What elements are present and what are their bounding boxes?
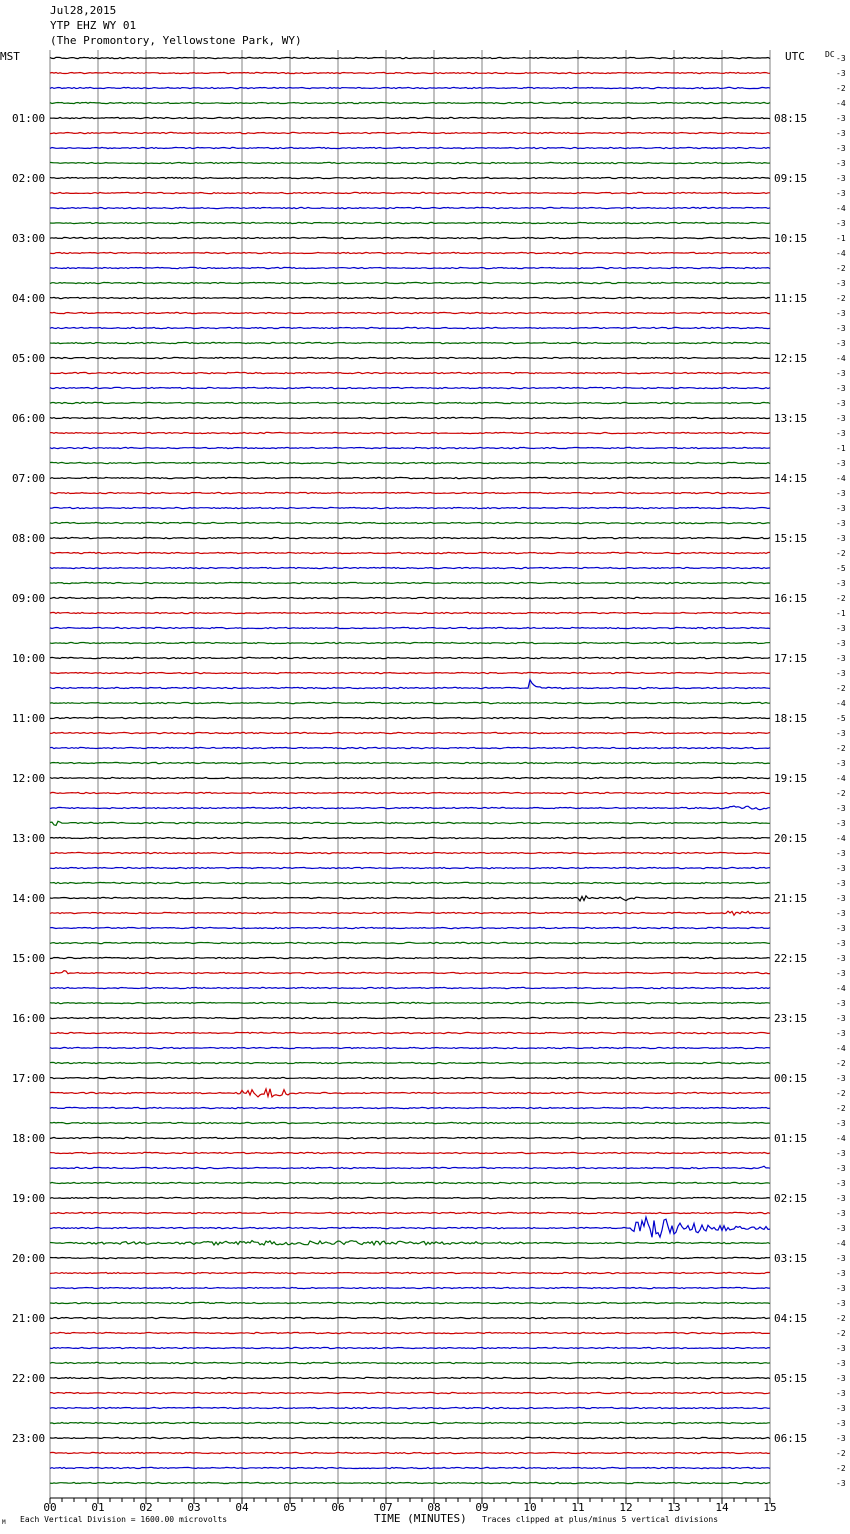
trace-row-44 — [50, 717, 770, 718]
x-tick-label-02: 02 — [139, 1501, 153, 1514]
hour-label-right-19: 02:15 — [774, 1192, 808, 1205]
hour-label-right-2: 09:15 — [774, 172, 808, 185]
trace-row-59 — [50, 942, 770, 943]
hour-label-left-10: 10:00 — [12, 652, 46, 665]
hour-label-left-14: 14:00 — [12, 892, 46, 905]
trace-row-57 — [50, 911, 770, 915]
dc-offset-54: -3 — [836, 864, 846, 873]
trace-row-16 — [50, 297, 770, 298]
trace-row-15 — [50, 282, 770, 283]
x-tick-label-00: 00 — [43, 1501, 57, 1514]
dc-offset-17: -3 — [836, 309, 846, 318]
chart-date: Jul28,2015 — [50, 4, 117, 17]
dc-offset-0: -3 — [836, 54, 846, 63]
dc-offset-23: -3 — [836, 399, 846, 408]
trace-row-18 — [50, 327, 770, 328]
trace-row-62 — [50, 987, 770, 988]
trace-row-36 — [50, 597, 770, 598]
trace-row-46 — [50, 747, 770, 748]
dc-offset-27: -3 — [836, 459, 846, 468]
dc-offset-90: -3 — [836, 1404, 846, 1413]
dc-offset-65: -3 — [836, 1029, 846, 1038]
trace-row-50 — [50, 806, 770, 810]
x-tick-label-14: 14 — [715, 1501, 729, 1514]
hour-label-left-15: 15:00 — [12, 952, 46, 965]
dc-offset-33: -2 — [836, 549, 846, 558]
hour-label-right-21: 04:15 — [774, 1312, 808, 1325]
dc-offset-8: -3 — [836, 174, 846, 183]
dc-offset-12: -1 — [836, 234, 846, 243]
trace-row-41 — [50, 672, 770, 673]
dc-offset-5: -3 — [836, 129, 846, 138]
dc-offset-93: -2 — [836, 1449, 846, 1458]
dc-offset-1: -3 — [836, 69, 846, 78]
hour-label-right-20: 03:15 — [774, 1252, 808, 1265]
hour-label-left-6: 06:00 — [12, 412, 46, 425]
dc-offset-40: -3 — [836, 654, 846, 663]
trace-row-86 — [50, 1347, 770, 1348]
trace-row-29 — [50, 492, 770, 493]
trace-row-20 — [50, 357, 770, 358]
trace-row-65 — [50, 1032, 770, 1033]
hour-label-right-7: 14:15 — [774, 472, 808, 485]
dc-offset-34: -5 — [836, 564, 846, 573]
dc-offset-79: -4 — [836, 1239, 846, 1248]
x-tick-label-09: 09 — [475, 1501, 489, 1514]
x-tick-label-06: 06 — [331, 1501, 345, 1514]
dc-offset-7: -3 — [836, 159, 846, 168]
trace-row-89 — [50, 1392, 770, 1393]
trace-row-13 — [50, 252, 770, 253]
trace-row-95 — [50, 1482, 770, 1483]
trace-row-54 — [50, 867, 770, 868]
trace-row-26 — [50, 447, 770, 448]
dc-offset-18: -3 — [836, 324, 846, 333]
trace-row-73 — [50, 1152, 770, 1153]
trace-row-33 — [50, 552, 770, 553]
trace-row-11 — [50, 222, 770, 223]
dc-offset-39: -3 — [836, 639, 846, 648]
hour-label-right-14: 21:15 — [774, 892, 808, 905]
trace-row-23 — [50, 402, 770, 403]
trace-row-74 — [50, 1166, 770, 1168]
dc-offset-16: -2 — [836, 294, 846, 303]
trace-row-28 — [50, 477, 770, 478]
hour-label-right-3: 10:15 — [774, 232, 808, 245]
trace-row-77 — [50, 1212, 770, 1213]
trace-row-75 — [50, 1182, 770, 1183]
hour-label-left-17: 17:00 — [12, 1072, 46, 1085]
dc-offset-26: -1 — [836, 444, 846, 453]
trace-row-31 — [50, 522, 770, 523]
hour-label-left-20: 20:00 — [12, 1252, 46, 1265]
x-tick-label-08: 08 — [427, 1501, 441, 1514]
dc-offset-66: -4 — [836, 1044, 846, 1053]
trace-row-76 — [50, 1197, 770, 1198]
dc-offset-61: -3 — [836, 969, 846, 978]
dc-offset-35: -3 — [836, 579, 846, 588]
dc-offset-53: -3 — [836, 849, 846, 858]
dc-offset-82: -3 — [836, 1284, 846, 1293]
dc-offset-72: -4 — [836, 1134, 846, 1143]
hour-label-right-13: 20:15 — [774, 832, 808, 845]
trace-row-81 — [50, 1272, 770, 1273]
trace-row-32 — [50, 537, 770, 538]
dc-offset-9: -3 — [836, 189, 846, 198]
trace-row-40 — [50, 657, 770, 658]
dc-offset-49: -2 — [836, 789, 846, 798]
trace-row-88 — [50, 1377, 770, 1378]
dc-offset-42: -2 — [836, 684, 846, 693]
trace-row-63 — [50, 1002, 770, 1003]
dc-offset-68: -3 — [836, 1074, 846, 1083]
trace-row-9 — [50, 192, 770, 193]
x-tick-label-01: 01 — [91, 1501, 105, 1514]
dc-offset-32: -3 — [836, 534, 846, 543]
hour-label-left-9: 09:00 — [12, 592, 46, 605]
dc-offset-37: -1 — [836, 609, 846, 618]
dc-offset-86: -3 — [836, 1344, 846, 1353]
dc-offset-85: -2 — [836, 1329, 846, 1338]
dc-offset-22: -3 — [836, 384, 846, 393]
dc-offset-24: -3 — [836, 414, 846, 423]
dc-offset-47: -3 — [836, 759, 846, 768]
trace-row-79 — [50, 1241, 770, 1245]
dc-offset-30: -3 — [836, 504, 846, 513]
hour-label-left-19: 19:00 — [12, 1192, 46, 1205]
dc-offset-31: -3 — [836, 519, 846, 528]
dc-offset-63: -3 — [836, 999, 846, 1008]
trace-row-30 — [50, 507, 770, 508]
trace-row-42 — [50, 680, 770, 689]
dc-offset-56: -3 — [836, 894, 846, 903]
corner-mark: M — [2, 1519, 6, 1526]
hour-label-right-10: 17:15 — [774, 652, 808, 665]
trace-row-72 — [50, 1137, 770, 1138]
hour-label-left-21: 21:00 — [12, 1312, 46, 1325]
trace-row-34 — [50, 567, 770, 568]
trace-row-21 — [50, 372, 770, 373]
dc-offset-55: -3 — [836, 879, 846, 888]
dc-offset-92: -3 — [836, 1434, 846, 1443]
dc-offset-84: -2 — [836, 1314, 846, 1323]
dc-offset-43: -4 — [836, 699, 846, 708]
trace-row-1 — [50, 72, 770, 73]
station-code: YTP EHZ WY 01 — [50, 19, 137, 32]
dc-offset-88: -3 — [836, 1374, 846, 1383]
hour-label-left-13: 13:00 — [12, 832, 46, 845]
trace-row-19 — [50, 342, 770, 343]
hour-label-left-18: 18:00 — [12, 1132, 46, 1145]
clip-note: Traces clipped at plus/minus 5 vertical divisions — [482, 1515, 719, 1524]
dc-offset-52: -4 — [836, 834, 846, 843]
hour-label-right-5: 12:15 — [774, 352, 808, 365]
dc-offset-44: -5 — [836, 714, 846, 723]
dc-offset-73: -3 — [836, 1149, 846, 1158]
trace-row-2 — [50, 87, 770, 88]
trace-row-6 — [50, 147, 770, 148]
dc-offset-4: -3 — [836, 114, 846, 123]
trace-row-92 — [50, 1437, 770, 1438]
trace-row-60 — [50, 957, 770, 958]
trace-row-39 — [50, 642, 770, 643]
dc-offset-21: -3 — [836, 369, 846, 378]
hour-label-right-6: 13:15 — [774, 412, 808, 425]
dc-offset-74: -3 — [836, 1164, 846, 1173]
trace-row-69 — [50, 1089, 770, 1097]
trace-row-55 — [50, 882, 770, 883]
trace-row-22 — [50, 387, 770, 388]
trace-row-94 — [50, 1467, 770, 1468]
hour-label-right-11: 18:15 — [774, 712, 808, 725]
hour-label-right-15: 22:15 — [774, 952, 808, 965]
trace-row-82 — [50, 1287, 770, 1288]
trace-row-8 — [50, 177, 770, 178]
trace-row-64 — [50, 1017, 770, 1018]
dc-offset-20: -4 — [836, 354, 846, 363]
trace-row-27 — [50, 462, 770, 463]
trace-row-84 — [50, 1317, 770, 1318]
x-tick-label-12: 12 — [619, 1501, 633, 1514]
hour-label-right-16: 23:15 — [774, 1012, 808, 1025]
hour-label-right-9: 16:15 — [774, 592, 808, 605]
dc-offset-83: -3 — [836, 1299, 846, 1308]
x-tick-label-05: 05 — [283, 1501, 297, 1514]
trace-row-48 — [50, 777, 770, 778]
dc-offset-15: -3 — [836, 279, 846, 288]
hour-label-right-22: 05:15 — [774, 1372, 808, 1385]
x-tick-label-04: 04 — [235, 1501, 249, 1514]
dc-offset-10: -4 — [836, 204, 846, 213]
hour-label-left-3: 03:00 — [12, 232, 46, 245]
hour-label-left-5: 05:00 — [12, 352, 46, 365]
dc-offset-60: -3 — [836, 954, 846, 963]
dc-offset-62: -4 — [836, 984, 846, 993]
dc-offset-76: -3 — [836, 1194, 846, 1203]
scale-note: Each Vertical Division = 1600.00 microvolts — [20, 1515, 228, 1524]
dc-offset-51: -3 — [836, 819, 846, 828]
hour-label-right-12: 19:15 — [774, 772, 808, 785]
dc-offset-3: -4 — [836, 99, 846, 108]
trace-row-47 — [50, 762, 770, 763]
trace-row-51 — [50, 821, 770, 825]
left-timezone: MST — [0, 50, 20, 63]
trace-row-17 — [50, 312, 770, 313]
hour-label-left-4: 04:00 — [12, 292, 46, 305]
hour-label-left-22: 22:00 — [12, 1372, 46, 1385]
dc-offset-91: -3 — [836, 1419, 846, 1428]
trace-row-90 — [50, 1407, 770, 1408]
x-tick-label-11: 11 — [571, 1501, 585, 1514]
dc-offset-87: -3 — [836, 1359, 846, 1368]
trace-row-91 — [50, 1422, 770, 1423]
x-tick-label-15: 15 — [763, 1501, 777, 1514]
trace-row-25 — [50, 432, 770, 433]
trace-row-58 — [50, 927, 770, 928]
dc-offset-14: -2 — [836, 264, 846, 273]
trace-row-87 — [50, 1362, 770, 1363]
trace-row-52 — [50, 837, 770, 838]
trace-row-5 — [50, 132, 770, 133]
dc-offset-80: -3 — [836, 1254, 846, 1263]
trace-row-0 — [50, 57, 770, 58]
hour-label-left-23: 23:00 — [12, 1432, 46, 1445]
trace-row-10 — [50, 207, 770, 208]
hour-label-left-12: 12:00 — [12, 772, 46, 785]
dc-offset-95: -3 — [836, 1479, 846, 1488]
trace-row-43 — [50, 702, 770, 703]
hour-label-left-16: 16:00 — [12, 1012, 46, 1025]
dc-offset-36: -2 — [836, 594, 846, 603]
x-tick-label-10: 10 — [523, 1501, 537, 1514]
dc-offset-13: -4 — [836, 249, 846, 258]
dc-offset-11: -3 — [836, 219, 846, 228]
hour-label-right-18: 01:15 — [774, 1132, 808, 1145]
dc-offset-45: -3 — [836, 729, 846, 738]
dc-offset-67: -2 — [836, 1059, 846, 1068]
dc-offset-59: -3 — [836, 939, 846, 948]
dc-offset-71: -3 — [836, 1119, 846, 1128]
trace-row-7 — [50, 162, 770, 163]
trace-row-37 — [50, 612, 770, 613]
trace-row-80 — [50, 1257, 770, 1258]
trace-row-24 — [50, 417, 770, 418]
dc-offset-77: -3 — [836, 1209, 846, 1218]
hour-label-right-23: 06:15 — [774, 1432, 808, 1445]
dc-offset-46: -2 — [836, 744, 846, 753]
dc-offset-89: -3 — [836, 1389, 846, 1398]
trace-row-85 — [50, 1332, 770, 1333]
dc-offset-19: -3 — [836, 339, 846, 348]
hour-label-left-2: 02:00 — [12, 172, 46, 185]
right-timezone: UTC — [785, 50, 805, 63]
dc-offset-75: -3 — [836, 1179, 846, 1188]
hour-label-left-1: 01:00 — [12, 112, 46, 125]
hour-label-right-4: 11:15 — [774, 292, 808, 305]
trace-row-71 — [50, 1122, 770, 1123]
trace-row-45 — [50, 732, 770, 733]
dc-offset-48: -4 — [836, 774, 846, 783]
station-location: (The Promontory, Yellowstone Park, WY) — [50, 34, 302, 47]
trace-row-3 — [50, 102, 770, 103]
dc-offset-50: -3 — [836, 804, 846, 813]
trace-row-49 — [50, 792, 770, 793]
x-axis-label: TIME (MINUTES) — [374, 1512, 467, 1525]
hour-label-right-1: 08:15 — [774, 112, 808, 125]
trace-row-38 — [50, 627, 770, 628]
trace-row-12 — [50, 237, 770, 238]
x-tick-label-03: 03 — [187, 1501, 201, 1514]
hour-label-right-17: 00:15 — [774, 1072, 808, 1085]
trace-row-78 — [50, 1217, 770, 1237]
trace-row-67 — [50, 1062, 770, 1063]
dc-offset-25: -3 — [836, 429, 846, 438]
dc-offset-94: -2 — [836, 1464, 846, 1473]
trace-row-14 — [50, 267, 770, 268]
dc-offset-29: -3 — [836, 489, 846, 498]
dc-header: DC — [825, 50, 835, 59]
dc-offset-2: -2 — [836, 84, 846, 93]
dc-offset-64: -3 — [836, 1014, 846, 1023]
trace-row-4 — [50, 117, 770, 118]
trace-row-70 — [50, 1107, 770, 1108]
hour-label-left-8: 08:00 — [12, 532, 46, 545]
trace-row-61 — [50, 971, 770, 974]
dc-offset-58: -3 — [836, 924, 846, 933]
trace-row-56 — [50, 896, 770, 901]
dc-offset-28: -4 — [836, 474, 846, 483]
hour-label-right-8: 15:15 — [774, 532, 808, 545]
trace-row-53 — [50, 852, 770, 853]
trace-row-35 — [50, 582, 770, 583]
x-tick-label-13: 13 — [667, 1501, 681, 1514]
trace-row-66 — [50, 1047, 770, 1048]
dc-offset-41: -3 — [836, 669, 846, 678]
dc-offset-57: -3 — [836, 909, 846, 918]
trace-row-68 — [50, 1077, 770, 1078]
dc-offset-78: -3 — [836, 1224, 846, 1233]
dc-offset-38: -3 — [836, 624, 846, 633]
dc-offset-6: -3 — [836, 144, 846, 153]
hour-label-left-11: 11:00 — [12, 712, 46, 725]
hour-label-left-7: 07:00 — [12, 472, 46, 485]
dc-offset-69: -2 — [836, 1089, 846, 1098]
dc-offset-70: -2 — [836, 1104, 846, 1113]
dc-offset-81: -3 — [836, 1269, 846, 1278]
trace-row-83 — [50, 1302, 770, 1303]
trace-row-93 — [50, 1452, 770, 1453]
x-tick-label-07: 07 — [379, 1501, 393, 1514]
